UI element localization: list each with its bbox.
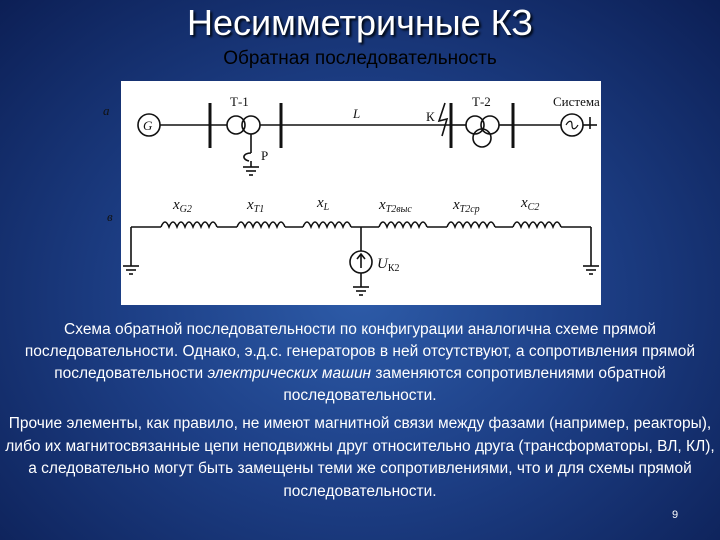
page-number: 9 [671, 509, 679, 521]
slide-subtitle: Обратная последовательность [223, 48, 497, 69]
paragraph-1-text-a: Схема обратной последовательности по конфигурации аналогична схеме прямой последовательности. Однако, э.д.с. генераторов в ней отсутствуют, а сопротивления прямой последовательности [24, 321, 696, 382]
x-t2s-label: $x_{T2ср}$ [453, 197, 480, 215]
paragraph-2: Прочие элементы, как правило, не имеют магнитной связи между фазами (например, реакторы), либо их магнитосвязанные цепи неподвижны друг относительно друга (трансформаторы, ВЛ, КЛ), а следовательно могут быть замещены теми же сопротивлениями, что и для схемы прямой последовательности. [5, 415, 715, 500]
t2-label: Т-2 [472, 94, 491, 109]
circuit-diagram [103, 81, 601, 305]
fault-voltage-source [350, 227, 400, 295]
x-c2-label: $x_{C2}$ [521, 195, 540, 213]
x-l-label: $x_L$ [317, 195, 330, 213]
t1-label: Т-1 [230, 94, 249, 109]
slide-title: Несимметричные КЗ [187, 2, 533, 43]
impedance-chain [161, 222, 591, 227]
x-t2v-label: $x_{T2выс}$ [379, 197, 412, 215]
generator-label: G [143, 118, 153, 133]
fault-label: К [426, 109, 435, 124]
u-k2-label: $U_{К2}$ [377, 256, 400, 274]
paragraph-1-text-b: заменяются сопротивлениями обратной последовательности. [283, 365, 666, 404]
transformer-t2 [466, 94, 499, 147]
label-a: а [103, 103, 110, 118]
generator-symbol [138, 114, 160, 136]
x-g2-label: $x_{G2}$ [173, 197, 192, 215]
label-b: в [107, 209, 113, 224]
paragraph-1 [4, 319, 716, 407]
x-t1-label: $x_{T1}$ [247, 197, 265, 215]
line-label: L [353, 106, 361, 121]
transformer-t1 [227, 94, 260, 134]
paragraph-1-italic: электрических машин [207, 365, 372, 382]
reactor-label: P [261, 148, 269, 163]
system-source [553, 94, 600, 136]
system-label: Система [553, 94, 600, 109]
